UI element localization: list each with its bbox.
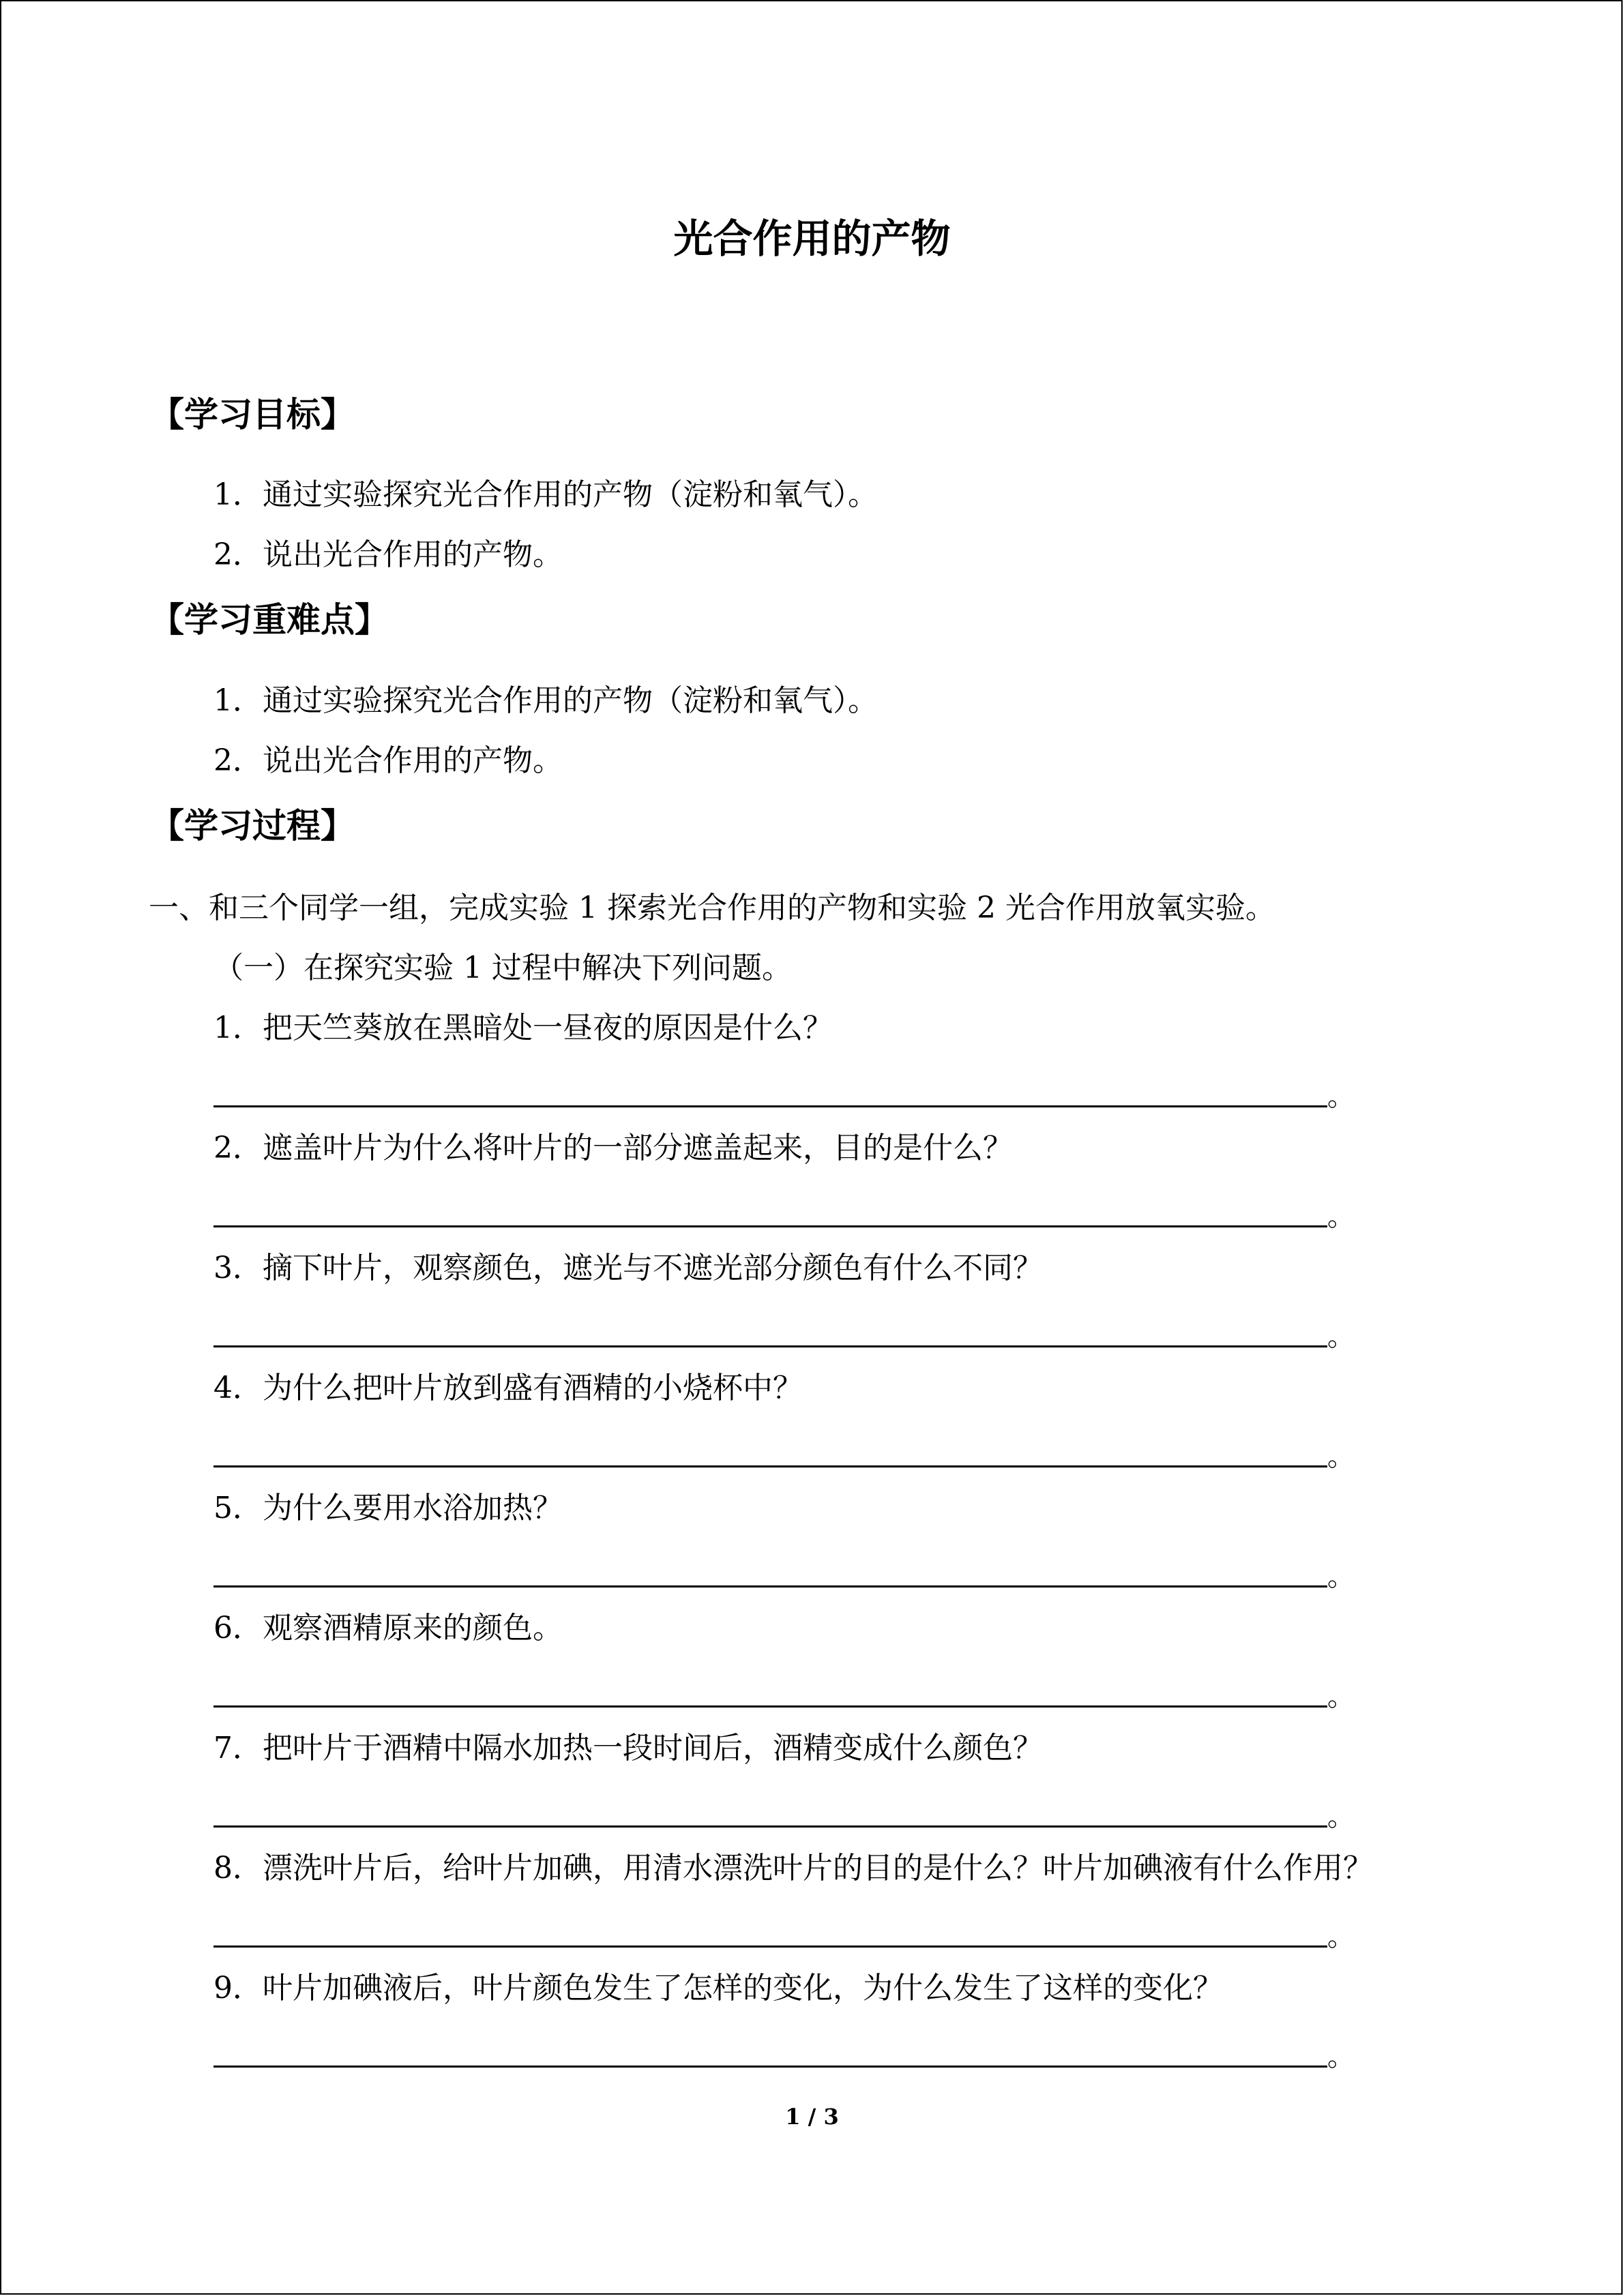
answer-period: 。: [1327, 1561, 1355, 1592]
objective-item: 2．说出光合作用的产物。: [213, 537, 563, 572]
answer-line-9[interactable]: [213, 2066, 1327, 2068]
question-7: 7．把叶片于酒精中隔水加热一段时间后，酒精变成什么颜色？: [213, 1731, 1043, 1765]
answer-line-1[interactable]: [213, 1105, 1327, 1107]
answer-period: 。: [1327, 1441, 1355, 1472]
process-subheading: （一）在探究实验 1 过程中解决下列问题。: [213, 951, 792, 985]
question-4: 4．为什么把叶片放到盛有酒精的小烧杯中？: [213, 1371, 803, 1405]
answer-line-6[interactable]: [213, 1705, 1327, 1708]
answer-line-3[interactable]: [213, 1345, 1327, 1347]
answer-period: 。: [1327, 1081, 1355, 1112]
page-number: 1 / 3: [785, 2104, 839, 2130]
answer-period: 。: [1327, 1681, 1355, 1712]
answer-period: 。: [1327, 2041, 1355, 2072]
key-points-heading: 【学习重难点】: [150, 599, 389, 640]
answer-period: 。: [1327, 1201, 1355, 1232]
key-point-item: 1．通过实验探究光合作用的产物（淀粉和氧气）。: [213, 683, 878, 718]
answer-period: 。: [1327, 1921, 1355, 1952]
question-2: 2．遮盖叶片为什么将叶片的一部分遮盖起来，目的是什么？: [213, 1131, 1013, 1165]
objective-item: 1．通过实验探究光合作用的产物（淀粉和氧气）。: [213, 477, 878, 512]
answer-line-2[interactable]: [213, 1225, 1327, 1227]
question-5: 5．为什么要用水浴加热？: [213, 1491, 563, 1525]
key-point-item: 2．说出光合作用的产物。: [213, 743, 563, 778]
page-title: 光合作用的产物: [673, 215, 951, 262]
question-3: 3．摘下叶片，观察颜色，遮光与不遮光部分颜色有什么不同？: [213, 1251, 1043, 1285]
process-heading: 【学习过程】: [150, 805, 355, 846]
question-6: 6．观察酒精原来的颜色。: [213, 1611, 563, 1645]
answer-line-4[interactable]: [213, 1465, 1327, 1467]
question-1: 1．把天竺葵放在黑暗处一昼夜的原因是什么？: [213, 1011, 833, 1045]
objectives-heading: 【学习目标】: [150, 394, 355, 434]
answer-period: 。: [1327, 1321, 1355, 1352]
answer-line-7[interactable]: [213, 1825, 1327, 1828]
question-9: 9．叶片加碘液后，叶片颜色发生了怎样的变化，为什么发生了这样的变化？: [213, 1971, 1223, 2006]
answer-line-8[interactable]: [213, 1945, 1327, 1948]
answer-line-5[interactable]: [213, 1585, 1327, 1587]
answer-period: 。: [1327, 1801, 1355, 1832]
process-intro: 一、和三个同学一组，完成实验 1 探索光合作用的产物和实验 2 光合作用放氧实验。: [149, 891, 1275, 925]
question-8: 8．漂洗叶片后，给叶片加碘，用清水漂洗叶片的目的是什么？叶片加碘液有什么作用？: [213, 1851, 1373, 1885]
